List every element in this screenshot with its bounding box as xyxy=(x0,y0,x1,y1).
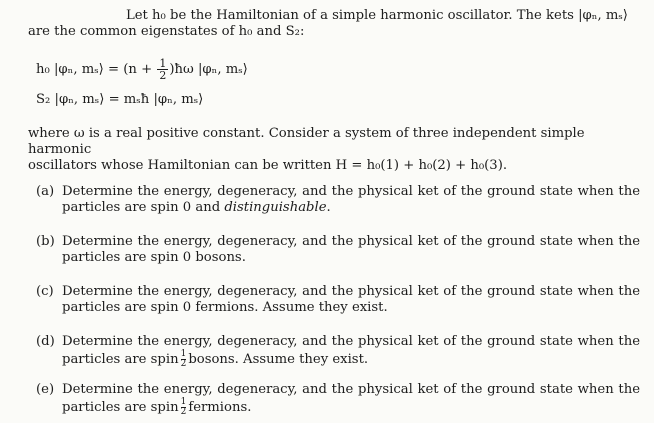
context-line-1: where ω is a real positive constant. Consider a system of three independent simple harmonic xyxy=(28,126,585,157)
part-text-line-2: particles are spin 0 and distinguishable. xyxy=(62,200,331,215)
part-text-line-2: particles are spin 0 bosons. xyxy=(62,250,246,265)
part-c xyxy=(36,284,640,316)
one-half-fraction: $\frac{1}{2}$ xyxy=(180,349,187,369)
intro-line-1: Let h₀ be the Hamiltonian of a simple harmonic oscillator. The kets |φₙ, mₛ⟩ xyxy=(126,8,628,23)
equation-energy xyxy=(36,58,248,81)
part-d xyxy=(36,334,640,369)
intro-paragraph xyxy=(28,8,640,40)
part-text-line-1: Determine the energy, degeneracy, and the physical ket of the ground state when the xyxy=(62,382,640,397)
part-label: (b) xyxy=(36,234,55,249)
part-a xyxy=(36,184,640,216)
equation-energy-rhs: )ħω |φₙ, mₛ⟩ xyxy=(169,62,248,77)
fraction-numerator: 1 xyxy=(159,57,167,70)
part-text-line-2: particles are spin $\frac{1}{2}$ bosons. Assume they exist. xyxy=(62,349,369,369)
equation-spin xyxy=(36,92,203,108)
part-text-line-1: Determine the energy, degeneracy, and the physical ket of the ground state when the xyxy=(62,234,640,249)
part-label: (a) xyxy=(36,184,55,199)
part-text-line-1: Determine the energy, degeneracy, and the physical ket of the ground state when the xyxy=(62,184,640,199)
part-label: (d) xyxy=(36,334,55,349)
context-line-2: oscillators whose Hamiltonian can be written H = h₀(1) + h₀(2) + h₀(3). xyxy=(28,158,508,173)
part-label: (e) xyxy=(36,382,55,397)
fraction-denominator: 2 xyxy=(159,69,167,82)
part-label: (c) xyxy=(36,284,54,299)
equation-energy-lhs: h₀ |φₙ, mₛ⟩ = (n + xyxy=(36,62,153,77)
one-half-fraction xyxy=(157,58,168,81)
intro-line-2: are the common eigenstates of h₀ and S₂: xyxy=(28,24,305,39)
part-e xyxy=(36,382,640,417)
context-paragraph xyxy=(28,126,640,174)
one-half-fraction: $\frac{1}{2}$ xyxy=(180,397,187,417)
part-text-line-2: particles are spin $\frac{1}{2}$ fermions. xyxy=(62,397,252,417)
part-text-line-1: Determine the energy, degeneracy, and the physical ket of the ground state when the xyxy=(62,284,640,299)
equation-spin-text: S₂ |φₙ, mₛ⟩ = mₛħ |φₙ, mₛ⟩ xyxy=(36,92,204,107)
part-b xyxy=(36,234,640,266)
part-text-line-1: Determine the energy, degeneracy, and the physical ket of the ground state when the xyxy=(62,334,640,349)
emphasis-text: distinguishable xyxy=(224,200,327,215)
part-text-line-2: particles are spin 0 fermions. Assume they exist. xyxy=(62,300,388,315)
